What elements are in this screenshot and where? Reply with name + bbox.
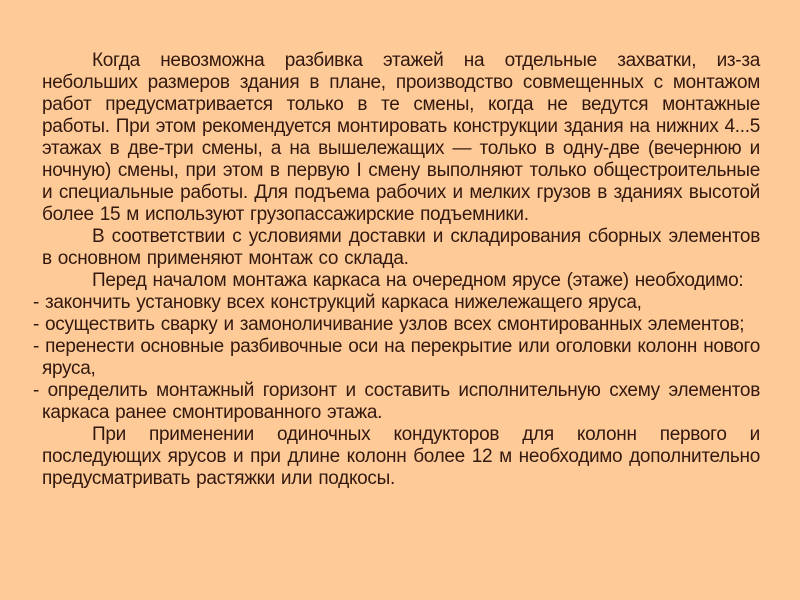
bullet-finish-installation: - закончить установку всех конструкций каркаса нижележащего яруса, xyxy=(33,292,642,313)
bullet-transfer-axes: - перенести основные разбивочные оси на перекрытие или оголовки колонн нового яруса, xyxy=(33,336,760,379)
paragraph-single-conductors: При применении одиночных кондукторов для колонн первого и последующих ярусов и при длине колонн более 12 м необходимо дополнительно предусматривать растяжки или подкосы. xyxy=(42,424,760,489)
paragraph-shift-work: Когда невозможна разбивка этажей на отдельные захватки, из-за небольших размеров здания в плане, производство совмещенных с монтажом работ предусматривается только в те смены, когда не ведутся монтажные работы. При этом рекомендуется монтировать конструкции здания на нижних 4...5 этажах в две-три смены, а на вышележащих — только в одну-две (вечернюю и ночную) смены, при этом в первую I смену выполняют только общестроительные и специальные работы. Для подъема рабочих и мелких грузов в зданиях высотой более 15 м используют грузопассажирские подъемники. xyxy=(42,50,760,225)
bullet-assembly-horizon: - определить монтажный горизонт и составить исполнительную схему элементов каркаса ранее смонтированного этажа. xyxy=(33,380,760,423)
paragraph-before-assembly-intro: Перед началом монтажа каркаса на очередном ярусе (этаже) необходимо: xyxy=(92,270,744,291)
bullet-welding-grouting: - осуществить сварку и замоноличивание узлов всех смонтированных элементов; xyxy=(33,314,745,335)
paragraph-warehouse-assembly: В соответствии с условиями доставки и складирования сборных элементов в основном применяют монтаж со склада. xyxy=(42,226,760,269)
slide-text-block xyxy=(33,50,760,490)
